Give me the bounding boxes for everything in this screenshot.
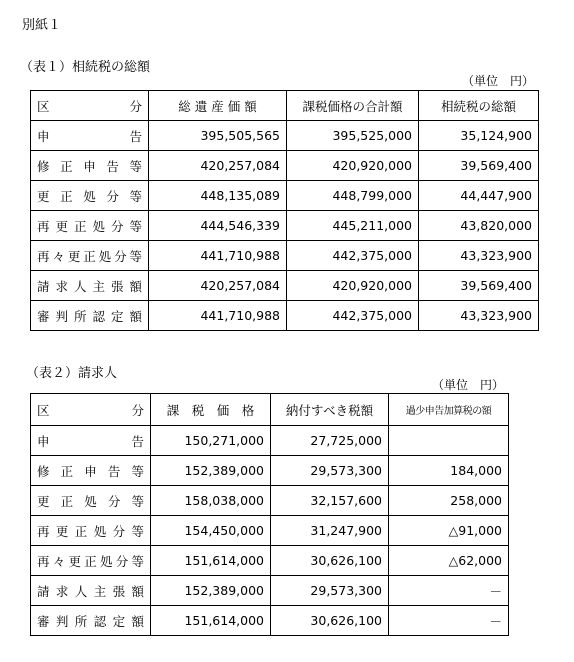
table-row	[31, 271, 539, 301]
cell-value: 395,505,565	[149, 121, 287, 151]
cell-value: 442,375,000	[287, 301, 419, 331]
cell-value: 29,573,300	[271, 456, 389, 486]
cell-value: 152,389,000	[151, 576, 271, 606]
cell-value: 445,211,000	[287, 211, 419, 241]
cell-value: 152,389,000	[151, 456, 271, 486]
table2-caption: （表２）請求人	[26, 366, 118, 381]
cell-value: 150,271,000	[151, 426, 271, 456]
table1-caption: （表１）相続税の総額	[20, 60, 151, 75]
cell-value: 442,375,000	[287, 241, 419, 271]
table2-header-row	[31, 394, 509, 426]
table-row	[31, 241, 539, 271]
cell-value: 420,920,000	[287, 151, 419, 181]
table2-header-underpayment-penalty: 過少申告加算税の額	[389, 394, 509, 426]
cell-value: 32,157,600	[271, 486, 389, 516]
cell-value: 420,257,084	[149, 271, 287, 301]
row-label: 請求人主張額	[31, 271, 149, 301]
cell-value: 184,000	[389, 456, 509, 486]
row-label: 審判所認定額	[31, 301, 149, 331]
cell-value: 39,569,400	[419, 151, 539, 181]
sheet-label: 別紙１	[22, 18, 62, 33]
row-label: 更正処分等	[31, 181, 149, 211]
table-row	[31, 301, 539, 331]
cell-value: 151,614,000	[151, 606, 271, 636]
row-label: 申 告	[31, 121, 149, 151]
cell-value: 441,710,988	[149, 301, 287, 331]
cell-value: 448,135,089	[149, 181, 287, 211]
cell-value	[389, 426, 509, 456]
cell-value: －	[389, 576, 509, 606]
table2-header-taxable-price: 課 税 価 格	[151, 394, 271, 426]
table1-header-row	[31, 91, 539, 121]
cell-value: 43,323,900	[460, 308, 532, 323]
table-row	[31, 211, 539, 241]
table1-inheritance-tax-total	[30, 90, 539, 331]
cell-value: 27,725,000	[271, 426, 389, 456]
cell-value: 420,920,000	[287, 271, 419, 301]
table-row	[31, 151, 539, 181]
table2-header-category: 区 分	[31, 394, 151, 426]
cell-value: 158,038,000	[151, 486, 271, 516]
table2-header-tax-payable: 納付すべき税額	[271, 394, 389, 426]
row-label: 再更正処分等	[31, 516, 151, 546]
cell-value: 30,626,100	[271, 546, 389, 576]
table-row	[31, 181, 539, 211]
row-label: 申 告	[31, 426, 151, 456]
row-label: 修正申告等	[31, 456, 151, 486]
table1-header-total-estate: 総 遺 産 価 額	[149, 91, 287, 121]
row-label: 再更正処分等	[31, 211, 149, 241]
cell-value: 43,323,900	[419, 241, 539, 271]
table1-header-taxable-total: 課税価格の合計額	[287, 91, 419, 121]
cell-value: 154,450,000	[151, 516, 271, 546]
cell-value: 39,569,400	[419, 271, 539, 301]
cell-value: 29,573,300	[271, 576, 389, 606]
cell-value: 43,820,000	[419, 211, 539, 241]
table-row	[31, 606, 509, 636]
table2-claimant	[30, 393, 509, 636]
table-row	[31, 576, 509, 606]
row-label: 再々更正処分等	[31, 241, 149, 271]
cell-value: 441,710,988	[149, 241, 287, 271]
row-label: 請求人主張額	[31, 576, 151, 606]
table2-unit: （単位 円）	[432, 378, 505, 392]
cell-value: －	[489, 613, 502, 629]
cell-value: 258,000	[389, 486, 509, 516]
table-row	[31, 426, 509, 456]
cell-value: 395,525,000	[287, 121, 419, 151]
table-row	[31, 516, 509, 546]
cell-value: △91,000	[389, 516, 509, 546]
table1-unit: （単位 円）	[462, 74, 535, 88]
table-row	[31, 486, 509, 516]
row-label: 再々更正処分等	[31, 546, 151, 576]
cell-value: 31,247,900	[271, 516, 389, 546]
table-row	[31, 456, 509, 486]
table1-header-category: 区 分	[31, 91, 149, 121]
cell-value: 448,799,000	[287, 181, 419, 211]
cell-value: 30,626,100	[271, 606, 389, 636]
cell-value: △62,000	[389, 546, 509, 576]
table1-header-tax-total: 相続税の総額	[419, 91, 539, 121]
cell-value: 35,124,900	[419, 121, 539, 151]
table-row	[31, 546, 509, 576]
row-label: 更正処分等	[31, 486, 151, 516]
cell-value: 420,257,084	[149, 151, 287, 181]
table-row	[31, 121, 539, 151]
cell-value: 444,546,339	[149, 211, 287, 241]
cell-value: 44,447,900	[419, 181, 539, 211]
row-label: 審判所認定額	[31, 606, 151, 636]
row-label: 修正申告等	[31, 151, 149, 181]
cell-value: 151,614,000	[151, 546, 271, 576]
